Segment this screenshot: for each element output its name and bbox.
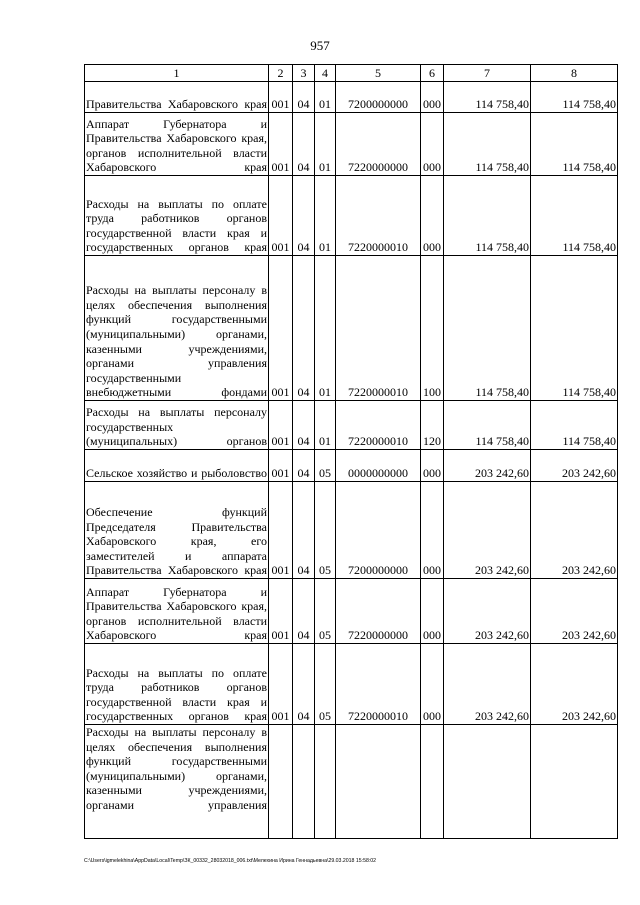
row-code-3: 04 xyxy=(293,579,315,644)
column-header-7: 7 xyxy=(444,65,531,82)
row-code-4: 05 xyxy=(315,482,336,579)
table-row xyxy=(85,176,618,256)
row-amount-8: 203 242,60 xyxy=(531,579,618,644)
column-header-2: 2 xyxy=(269,65,293,82)
row-code-3: 04 xyxy=(293,644,315,725)
row-code-6: 000 xyxy=(421,450,444,482)
row-code-6 xyxy=(421,725,444,839)
budget-table xyxy=(84,64,618,839)
row-amount-7 xyxy=(444,725,531,839)
row-code-3: 04 xyxy=(293,482,315,579)
row-code-6: 000 xyxy=(421,482,444,579)
column-header-6: 6 xyxy=(421,65,444,82)
row-code-5: 7220000010 xyxy=(336,256,421,401)
row-code-2: 001 xyxy=(269,113,293,176)
row-amount-8: 114 758,40 xyxy=(531,82,618,113)
row-code-4: 05 xyxy=(315,450,336,482)
row-amount-8: 203 242,60 xyxy=(531,482,618,579)
row-code-6: 000 xyxy=(421,579,444,644)
row-code-3: 04 xyxy=(293,401,315,450)
row-code-3: 04 xyxy=(293,82,315,113)
row-code-5: 0000000000 xyxy=(336,450,421,482)
row-code-3: 04 xyxy=(293,176,315,256)
row-code-2 xyxy=(269,725,293,839)
row-code-4 xyxy=(315,725,336,839)
row-name: Аппарат Губернатора и Правительства Хабаровского края, органов исполнительной власти Хабаровского края xyxy=(85,579,269,644)
row-code-6: 000 xyxy=(421,113,444,176)
column-header-3: 3 xyxy=(293,65,315,82)
row-code-2: 001 xyxy=(269,482,293,579)
row-amount-7: 203 242,60 xyxy=(444,450,531,482)
row-code-2: 001 xyxy=(269,579,293,644)
row-name: Расходы на выплаты персоналу в целях обеспечения выполнения функций государственными (муниципальными) органами, казенными учреждениями, органами управления государственными внебюджетными фондами xyxy=(85,256,269,401)
row-amount-7: 114 758,40 xyxy=(444,82,531,113)
row-code-4: 05 xyxy=(315,579,336,644)
row-name: Обеспечение функций Председателя Правительства Хабаровского края, его заместителей и аппарата Правительства Хабаровского края xyxy=(85,482,269,579)
row-code-3: 04 xyxy=(293,113,315,176)
column-header-4: 4 xyxy=(315,65,336,82)
row-code-4: 01 xyxy=(315,401,336,450)
column-header-5: 5 xyxy=(336,65,421,82)
row-code-4: 01 xyxy=(315,113,336,176)
row-amount-7: 114 758,40 xyxy=(444,113,531,176)
row-name: Аппарат Губернатора и Правительства Хабаровского края, органов исполнительной власти Хабаровского края xyxy=(85,113,269,176)
row-amount-8: 203 242,60 xyxy=(531,450,618,482)
row-code-6: 100 xyxy=(421,256,444,401)
row-code-2: 001 xyxy=(269,644,293,725)
table-row xyxy=(85,256,618,401)
row-code-5: 7220000010 xyxy=(336,176,421,256)
row-amount-8: 114 758,40 xyxy=(531,176,618,256)
row-amount-8: 114 758,40 xyxy=(531,256,618,401)
row-code-3: 04 xyxy=(293,450,315,482)
row-amount-8 xyxy=(531,725,618,839)
row-code-5: 7220000010 xyxy=(336,401,421,450)
table-row xyxy=(85,482,618,579)
row-amount-8: 114 758,40 xyxy=(531,113,618,176)
row-code-5: 7200000000 xyxy=(336,482,421,579)
row-code-5: 7200000000 xyxy=(336,82,421,113)
table-row xyxy=(85,579,618,644)
row-code-3: 04 xyxy=(293,256,315,401)
row-code-6: 120 xyxy=(421,401,444,450)
table-row xyxy=(85,644,618,725)
row-code-6: 000 xyxy=(421,644,444,725)
row-amount-7: 114 758,40 xyxy=(444,401,531,450)
row-code-4: 01 xyxy=(315,82,336,113)
row-amount-8: 114 758,40 xyxy=(531,401,618,450)
row-code-2: 001 xyxy=(269,176,293,256)
row-code-4: 05 xyxy=(315,644,336,725)
row-code-5: 7220000010 xyxy=(336,644,421,725)
column-header-1: 1 xyxy=(85,65,269,82)
row-code-4: 01 xyxy=(315,256,336,401)
table-row xyxy=(85,401,618,450)
row-amount-7: 203 242,60 xyxy=(444,579,531,644)
row-code-2: 001 xyxy=(269,450,293,482)
row-name: Расходы на выплаты персоналу государственных (муниципальных) органов xyxy=(85,401,269,450)
table-row xyxy=(85,82,618,113)
row-code-6: 000 xyxy=(421,82,444,113)
table-row xyxy=(85,113,618,176)
row-name: Сельское хозяйство и рыболовство xyxy=(85,450,269,482)
row-amount-7: 114 758,40 xyxy=(444,256,531,401)
row-name: Правительства Хабаровского края xyxy=(85,82,269,113)
column-header-8: 8 xyxy=(531,65,618,82)
row-amount-7: 114 758,40 xyxy=(444,176,531,256)
row-amount-7: 203 242,60 xyxy=(444,644,531,725)
row-code-5 xyxy=(336,725,421,839)
row-code-6: 000 xyxy=(421,176,444,256)
row-amount-8: 203 242,60 xyxy=(531,644,618,725)
row-code-2: 001 xyxy=(269,82,293,113)
row-code-2: 001 xyxy=(269,401,293,450)
row-amount-7: 203 242,60 xyxy=(444,482,531,579)
row-name: Расходы на выплаты по оплате труда работников органов государственной власти края и государственных органов края xyxy=(85,176,269,256)
row-code-2: 001 xyxy=(269,256,293,401)
page-number: 957 xyxy=(310,38,330,53)
row-code-3 xyxy=(293,725,315,839)
row-name: Расходы на выплаты персоналу в целях обеспечения выполнения функций государственными (муниципальными) органами, казенными учреждениями, органами управления xyxy=(85,725,269,839)
table-row xyxy=(85,725,618,839)
row-code-5: 7220000000 xyxy=(336,579,421,644)
row-code-4: 01 xyxy=(315,176,336,256)
row-name: Расходы на выплаты по оплате труда работников органов государственной власти края и государственных органов края xyxy=(85,644,269,725)
row-code-5: 7220000000 xyxy=(336,113,421,176)
file-path-footer: C:\Users\igmelekhina\AppData\Local\Temp\ЗК_00332_28032018_006.txt\Мелехина Ирина Геннадьевна\29.03.2018 15:58:02 xyxy=(84,858,377,864)
table-header-row xyxy=(85,65,618,82)
table-row xyxy=(85,450,618,482)
